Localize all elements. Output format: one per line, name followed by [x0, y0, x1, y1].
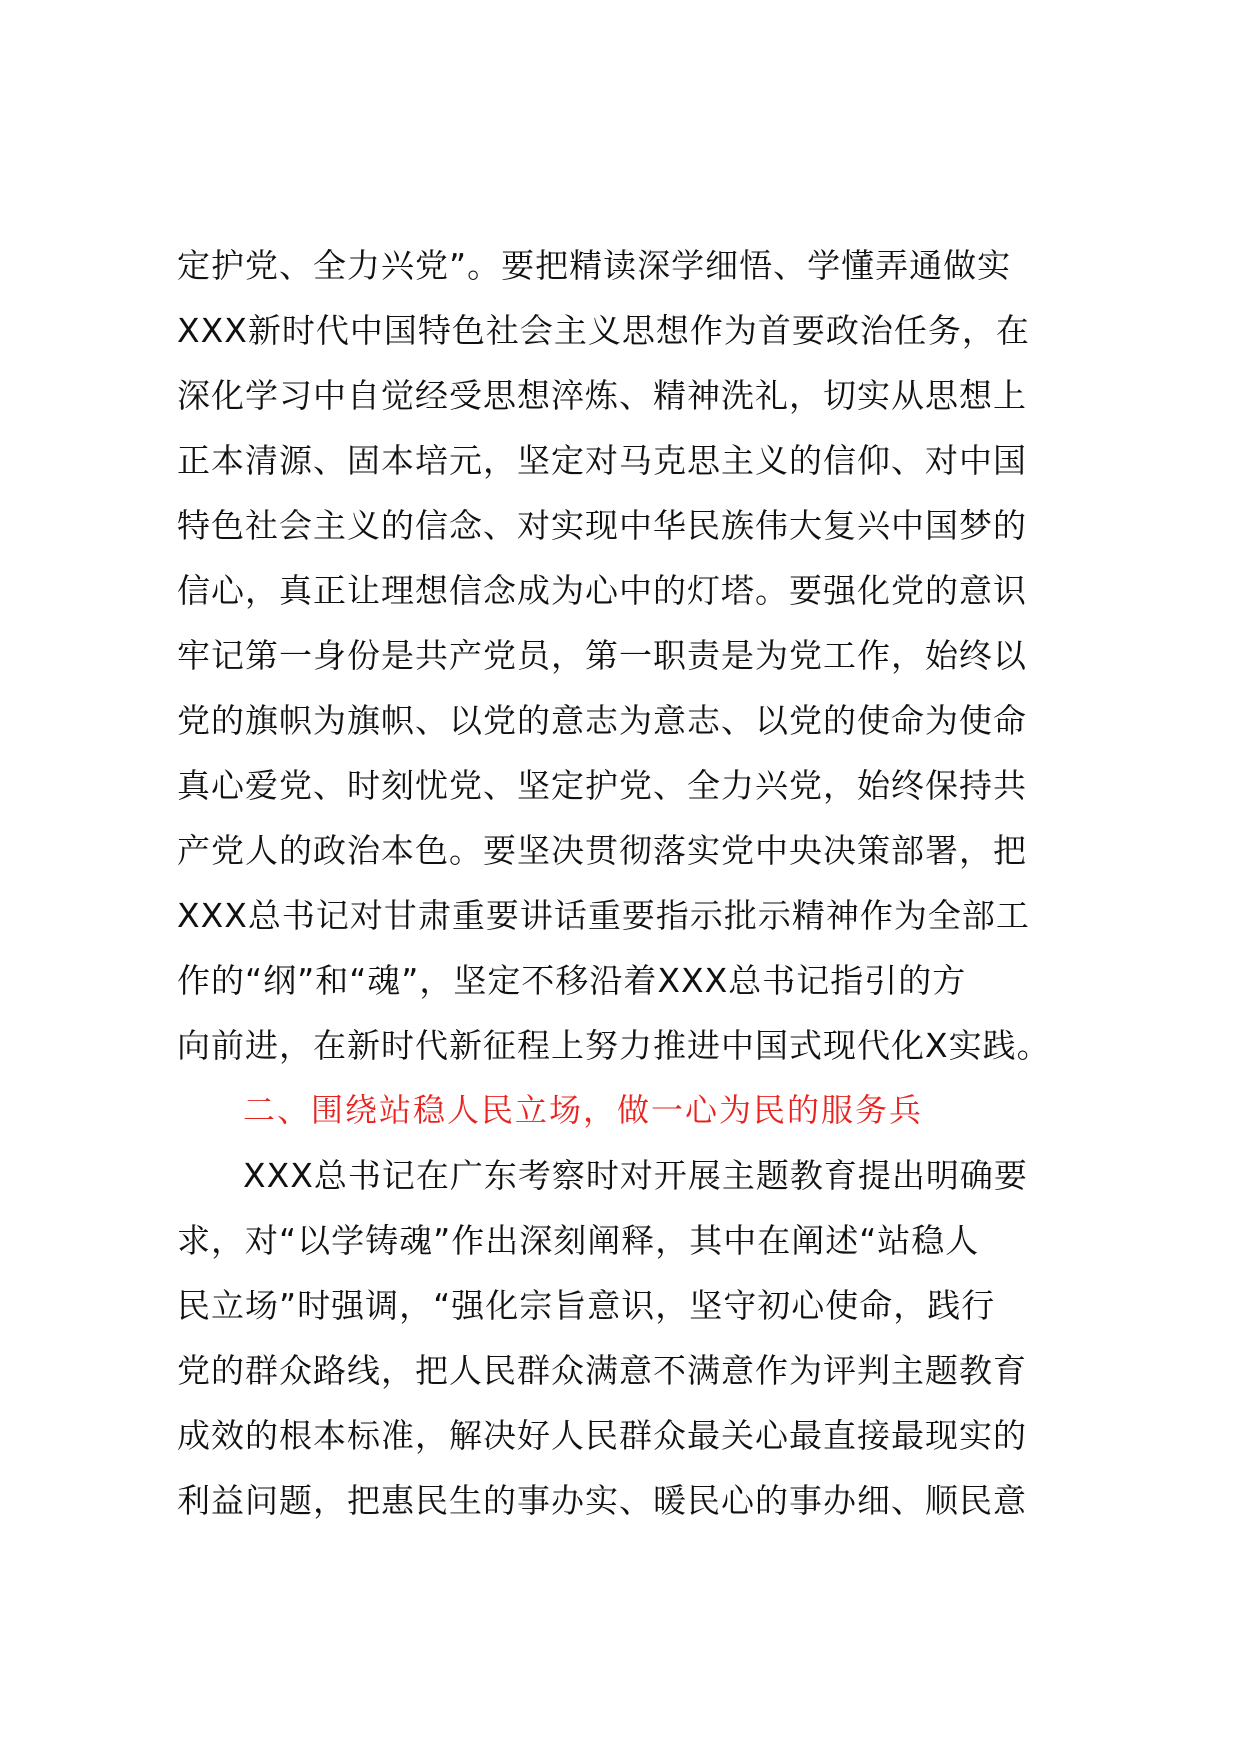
paragraph-line: 产党人的政治本色。要坚决贯彻落实党中央决策部署，把: [177, 831, 1027, 870]
paragraph-line: 特色社会主义的信念、对实现中华民族伟大复兴中国梦的: [177, 506, 1027, 545]
paragraph-line: 民立场”时强调，“强化宗旨意识，坚守初心使命，践行: [177, 1286, 996, 1325]
paragraph-line: 真心爱党、时刻忧党、坚定护党、全力兴党，始终保持共: [177, 766, 1027, 805]
paragraph-line: XXX总书记在广东考察时对开展主题教育提出明确要: [243, 1156, 1028, 1195]
paragraph-1: [177, 233, 1077, 1078]
paragraph-line: 信心，真正让理想信念成为心中的灯塔。要强化党的意识: [177, 571, 1027, 610]
paragraph-line: XXX总书记对甘肃重要讲话重要指示批示精神作为全部工: [177, 896, 1030, 935]
paragraph-line: 成效的根本标准，解决好人民群众最关心最直接最现实的: [177, 1416, 1027, 1455]
paragraph-line: 深化学习中自觉经受思想淬炼、精神洗礼，切实从思想上: [177, 376, 1027, 415]
paragraph-line: 牢记第一身份是共产党员，第一职责是为党工作，始终以: [177, 636, 1027, 675]
section-heading: 二、围绕站稳人民立场，做一心为民的服务兵: [243, 1091, 924, 1129]
paragraph-line: 向前进，在新时代新征程上努力推进中国式现代化X实践。: [177, 1026, 1051, 1065]
paragraph-line: 党的群众路线，把人民群众满意不满意作为评判主题教育: [177, 1351, 1027, 1390]
paragraph-2: [177, 1143, 1077, 1533]
paragraph-line: 作的“纲”和“魂”，坚定不移沿着XXX总书记指引的方: [177, 961, 967, 1000]
paragraph-line: 利益问题，把惠民生的事办实、暖民心的事办细、顺民意: [177, 1481, 1027, 1520]
paragraph-line: 求，对“以学铸魂”作出深刻阐释，其中在阐述“站稳人: [177, 1221, 980, 1260]
paragraph-line: 正本清源、固本培元，坚定对马克思主义的信仰、对中国: [177, 441, 1027, 480]
paragraph-line: 定护党、全力兴党”。要把精读深学细悟、学懂弄通做实: [177, 246, 1012, 285]
paragraph-line: XXX新时代中国特色社会主义思想作为首要政治任务，在: [177, 311, 1030, 350]
paragraph-line: 党的旗帜为旗帜、以党的意志为意志、以党的使命为使命: [177, 701, 1027, 740]
